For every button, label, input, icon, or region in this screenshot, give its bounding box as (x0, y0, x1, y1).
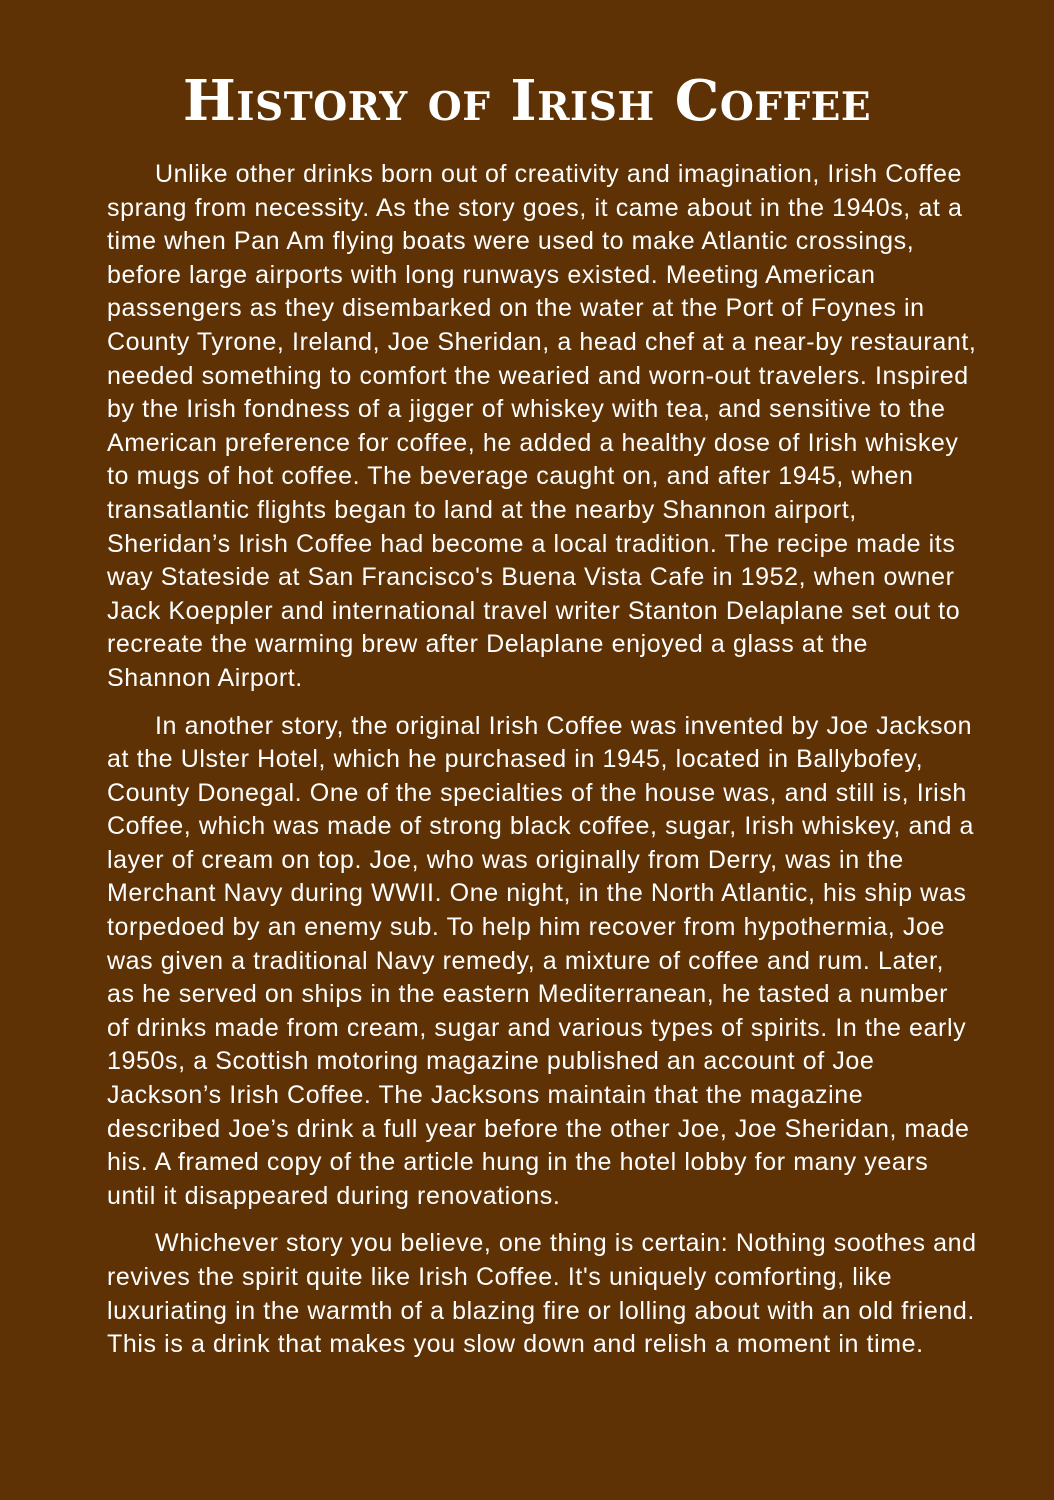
page-title: History of Irish Coffee (182, 68, 872, 134)
paragraph-jackson-story: In another story, the original Irish Coffee was invented by Joe Jackson at the Ulster Hotel, which he purchased in 1945, located in Ballybofey, County Donegal. One of the specialties of the house was, and still is, Irish Coffee, which was made of strong black coffee, sugar, Irish whiskey, and a layer of cream on top. Joe, who was originally from Derry, was in the Merchant Navy during WWII. One night, in the North Atlantic, his ship was torpedoed by an enemy sub. To help him recover from hypothermia, Joe was given a traditional Navy remedy, a mixture of coffee and rum. Later, as he served on ships in the eastern Mediterranean, he tasted a number of drinks made from cream, sugar and various types of spirits. In the early 1950s, a Scottish motoring magazine published an account of Joe Jackson’s Irish Coffee. The Jacksons maintain that the magazine described Joe’s drink a full year before the other Joe, Joe Sheridan, made his. A framed copy of the article hung in the hotel lobby for many years until it disappeared during renovations. (107, 711, 975, 1210)
document-body (107, 158, 977, 1376)
paragraph-conclusion: Whichever story you believe, one thing is certain: Nothing soothes and revives the spirit quite like Irish Coffee. It's uniquely comforting, like luxuriating in the warmth of a blazing fire or lolling about with an old friend. This is a drink that makes you slow down and relish a moment in time. (107, 1229, 977, 1359)
paragraph-sheridan-story: Unlike other drinks born out of creativity and imagination, Irish Coffee sprang from necessity. As the story goes, it came about in the 1940s, at a time when Pan Am flying boats were used to make Atlantic crossings, before large airports with long runways existed. Meeting American passengers as they disembarked on the water at the Port of Foynes in County Tyrone, Ireland, Joe Sheridan, a head chef at a near-by restaurant, needed something to comfort the wearied and worn-out travelers. Inspired by the Irish fondness of a jigger of whiskey with tea, and sensitive to the American preference for coffee, he added a healthy dose of Irish whiskey to mugs of hot coffee. The beverage caught on, and after 1945, when transatlantic flights began to land at the nearby Shannon airport, Sheridan’s Irish Coffee had become a local tradition. The recipe made its way Stateside at San Francisco's Buena Vista Cafe in 1952, when owner Jack Koeppler and international travel writer Stanton Delaplane set out to recreate the warming brew after Delaplane enjoyed a glass at the Shannon Airport. (107, 160, 977, 692)
